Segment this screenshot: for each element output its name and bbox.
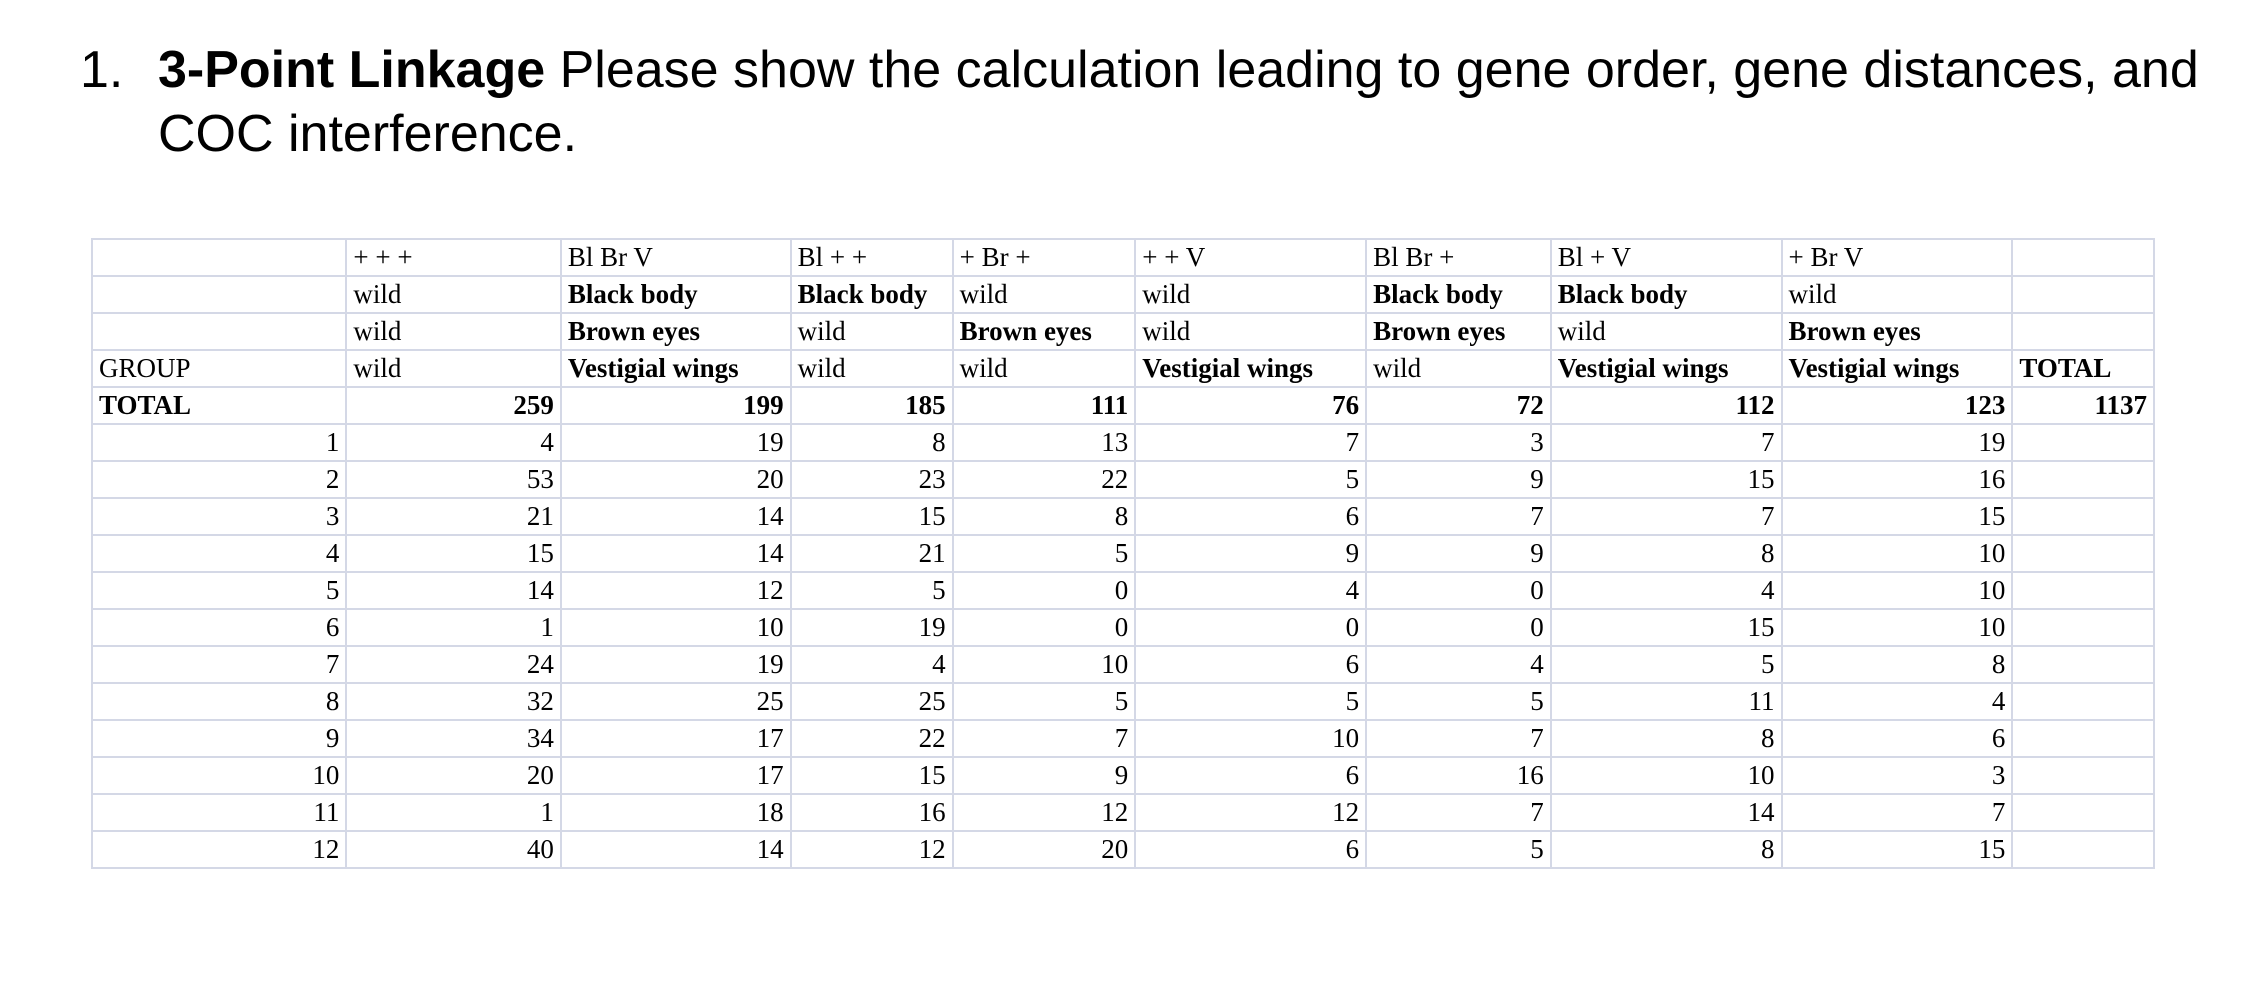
count-cell: 16 [791,794,953,831]
count-cell: 10 [1782,535,2013,572]
count-cell: 7 [1551,424,1782,461]
count-cell [2012,424,2154,461]
group-number-cell: 6 [92,609,346,646]
question-text: Please show the calculation leading to gene order, gene distances, and COC interference. [158,41,2199,163]
row-label-cell [92,276,346,313]
header-cell: Black body [1366,276,1551,313]
header-cell: Bl Br V [561,239,791,276]
table-row [92,757,2154,794]
header-cell: Brown eyes [561,313,791,350]
table-header-row [92,276,2154,313]
group-number-cell: 10 [92,757,346,794]
count-cell: 5 [953,535,1136,572]
question-title: 3-Point Linkage [158,41,546,99]
count-cell: 10 [953,646,1136,683]
table-header-row [92,313,2154,350]
table-header-row [92,239,2154,276]
table-header-row [92,350,2154,387]
count-cell: 5 [1366,831,1551,868]
count-cell: 6 [1135,757,1366,794]
count-cell: 4 [791,646,953,683]
count-cell: 15 [1551,609,1782,646]
count-cell: 4 [1135,572,1366,609]
header-cell: wild [1782,276,2013,313]
table-row [92,831,2154,868]
table-row [92,794,2154,831]
count-cell: 11 [1551,683,1782,720]
header-cell: Bl + V [1551,239,1782,276]
group-number-cell: 2 [92,461,346,498]
count-cell: 7 [1551,498,1782,535]
count-cell: 32 [346,683,560,720]
count-cell: 7 [1366,498,1551,535]
count-cell: 0 [953,572,1136,609]
count-cell: 12 [561,572,791,609]
count-cell: 9 [953,757,1136,794]
total-cell: 76 [1135,387,1366,424]
header-cell: + + + [346,239,560,276]
count-cell: 15 [346,535,560,572]
count-cell: 22 [953,461,1136,498]
count-cell: 3 [1366,424,1551,461]
count-cell [2012,535,2154,572]
count-cell: 5 [1551,646,1782,683]
count-cell: 7 [1366,794,1551,831]
header-cell: wild [1366,350,1551,387]
count-cell: 6 [1782,720,2013,757]
count-cell: 18 [561,794,791,831]
count-cell [2012,720,2154,757]
table-row [92,461,2154,498]
count-cell: 40 [346,831,560,868]
table-row [92,609,2154,646]
count-cell: 4 [1551,572,1782,609]
count-cell: 7 [1366,720,1551,757]
count-cell [2012,646,2154,683]
count-cell: 0 [1366,609,1551,646]
count-cell: 15 [791,498,953,535]
count-cell [2012,498,2154,535]
header-cell: wild [1551,313,1782,350]
count-cell [2012,683,2154,720]
count-cell: 6 [1135,831,1366,868]
header-cell: wild [346,350,560,387]
table-row [92,572,2154,609]
header-cell: + Br + [953,239,1136,276]
total-cell: 72 [1366,387,1551,424]
count-cell: 24 [346,646,560,683]
count-cell: 21 [791,535,953,572]
table-row [92,498,2154,535]
count-cell: 10 [1551,757,1782,794]
count-cell: 0 [953,609,1136,646]
count-cell: 8 [953,498,1136,535]
table-row [92,646,2154,683]
header-cell: Vestigial wings [1135,350,1366,387]
header-cell: Vestigial wings [1782,350,2013,387]
total-row [92,387,2154,424]
header-cell: Bl + + [791,239,953,276]
count-cell: 14 [346,572,560,609]
count-cell: 14 [561,831,791,868]
header-cell: wild [791,313,953,350]
count-cell: 22 [791,720,953,757]
count-cell: 5 [791,572,953,609]
count-cell: 17 [561,757,791,794]
count-cell: 19 [561,646,791,683]
count-cell: 19 [791,609,953,646]
count-cell: 10 [561,609,791,646]
count-cell: 4 [1366,646,1551,683]
row-label-cell [92,313,346,350]
header-cell [2012,239,2154,276]
group-number-cell: 12 [92,831,346,868]
count-cell [2012,609,2154,646]
count-cell: 19 [561,424,791,461]
count-cell: 9 [1366,535,1551,572]
count-cell: 0 [1366,572,1551,609]
count-cell: 9 [1366,461,1551,498]
count-cell: 5 [1366,683,1551,720]
header-cell: wild [791,350,953,387]
count-cell [2012,757,2154,794]
total-cell: 123 [1782,387,2013,424]
group-number-cell: 1 [92,424,346,461]
count-cell: 4 [346,424,560,461]
count-cell: 15 [1551,461,1782,498]
header-cell: wild [1135,276,1366,313]
count-cell: 17 [561,720,791,757]
count-cell: 14 [561,498,791,535]
count-cell: 7 [1135,424,1366,461]
header-cell: wild [1135,313,1366,350]
count-cell: 12 [953,794,1136,831]
count-cell: 20 [561,461,791,498]
header-cell: Bl Br + [1366,239,1551,276]
row-label-cell: GROUP [92,350,346,387]
group-number-cell: 7 [92,646,346,683]
count-cell: 21 [346,498,560,535]
header-cell [2012,276,2154,313]
count-cell: 12 [791,831,953,868]
group-number-cell: 4 [92,535,346,572]
table-row [92,424,2154,461]
total-cell: 111 [953,387,1136,424]
header-cell: Vestigial wings [561,350,791,387]
total-cell: 259 [346,387,560,424]
count-cell: 25 [791,683,953,720]
count-cell: 15 [1782,831,2013,868]
count-cell: 10 [1782,609,2013,646]
count-cell [2012,572,2154,609]
header-cell: Black body [1551,276,1782,313]
count-cell: 5 [1135,683,1366,720]
count-cell: 0 [1135,609,1366,646]
count-cell: 19 [1782,424,2013,461]
header-cell: Black body [791,276,953,313]
count-cell: 8 [1551,720,1782,757]
group-number-cell: 11 [92,794,346,831]
count-cell: 4 [1782,683,2013,720]
total-cell: 112 [1551,387,1782,424]
table-row [92,683,2154,720]
count-cell [2012,794,2154,831]
question-body [158,38,2200,166]
total-cell: 199 [561,387,791,424]
total-label-cell: TOTAL [92,387,346,424]
linkage-data-table [91,238,2155,869]
group-number-cell: 5 [92,572,346,609]
group-number-cell: 3 [92,498,346,535]
total-cell: 185 [791,387,953,424]
header-cell: TOTAL [2012,350,2154,387]
count-cell: 14 [1551,794,1782,831]
count-cell: 6 [1135,498,1366,535]
count-cell: 5 [953,683,1136,720]
header-cell: wild [953,350,1136,387]
count-cell: 8 [1551,535,1782,572]
header-cell: Brown eyes [1366,313,1551,350]
count-cell: 16 [1782,461,2013,498]
row-label-cell [92,239,346,276]
header-cell: Vestigial wings [1551,350,1782,387]
count-cell: 3 [1782,757,2013,794]
table-row [92,535,2154,572]
count-cell [2012,831,2154,868]
count-cell: 13 [953,424,1136,461]
count-cell: 10 [1782,572,2013,609]
count-cell: 15 [1782,498,2013,535]
count-cell: 25 [561,683,791,720]
count-cell: 12 [1135,794,1366,831]
header-cell: Black body [561,276,791,313]
count-cell: 5 [1135,461,1366,498]
count-cell [2012,461,2154,498]
count-cell: 9 [1135,535,1366,572]
count-cell: 16 [1366,757,1551,794]
header-cell: + Br V [1782,239,2013,276]
header-cell [2012,313,2154,350]
header-cell: wild [346,276,560,313]
count-cell: 10 [1135,720,1366,757]
count-cell: 8 [1782,646,2013,683]
count-cell: 20 [346,757,560,794]
group-number-cell: 8 [92,683,346,720]
question-number: 1. [80,41,124,99]
table-row [92,720,2154,757]
count-cell: 6 [1135,646,1366,683]
group-number-cell: 9 [92,720,346,757]
count-cell: 1 [346,794,560,831]
count-cell: 8 [1551,831,1782,868]
count-cell: 34 [346,720,560,757]
count-cell: 15 [791,757,953,794]
count-cell: 7 [1782,794,2013,831]
count-cell: 8 [791,424,953,461]
header-cell: + + V [1135,239,1366,276]
header-cell: Brown eyes [1782,313,2013,350]
header-cell: wild [346,313,560,350]
total-cell: 1137 [2012,387,2154,424]
count-cell: 23 [791,461,953,498]
header-cell: Brown eyes [953,313,1136,350]
count-cell: 20 [953,831,1136,868]
count-cell: 14 [561,535,791,572]
count-cell: 53 [346,461,560,498]
question-heading [80,38,2200,166]
header-cell: wild [953,276,1136,313]
count-cell: 1 [346,609,560,646]
count-cell: 7 [953,720,1136,757]
